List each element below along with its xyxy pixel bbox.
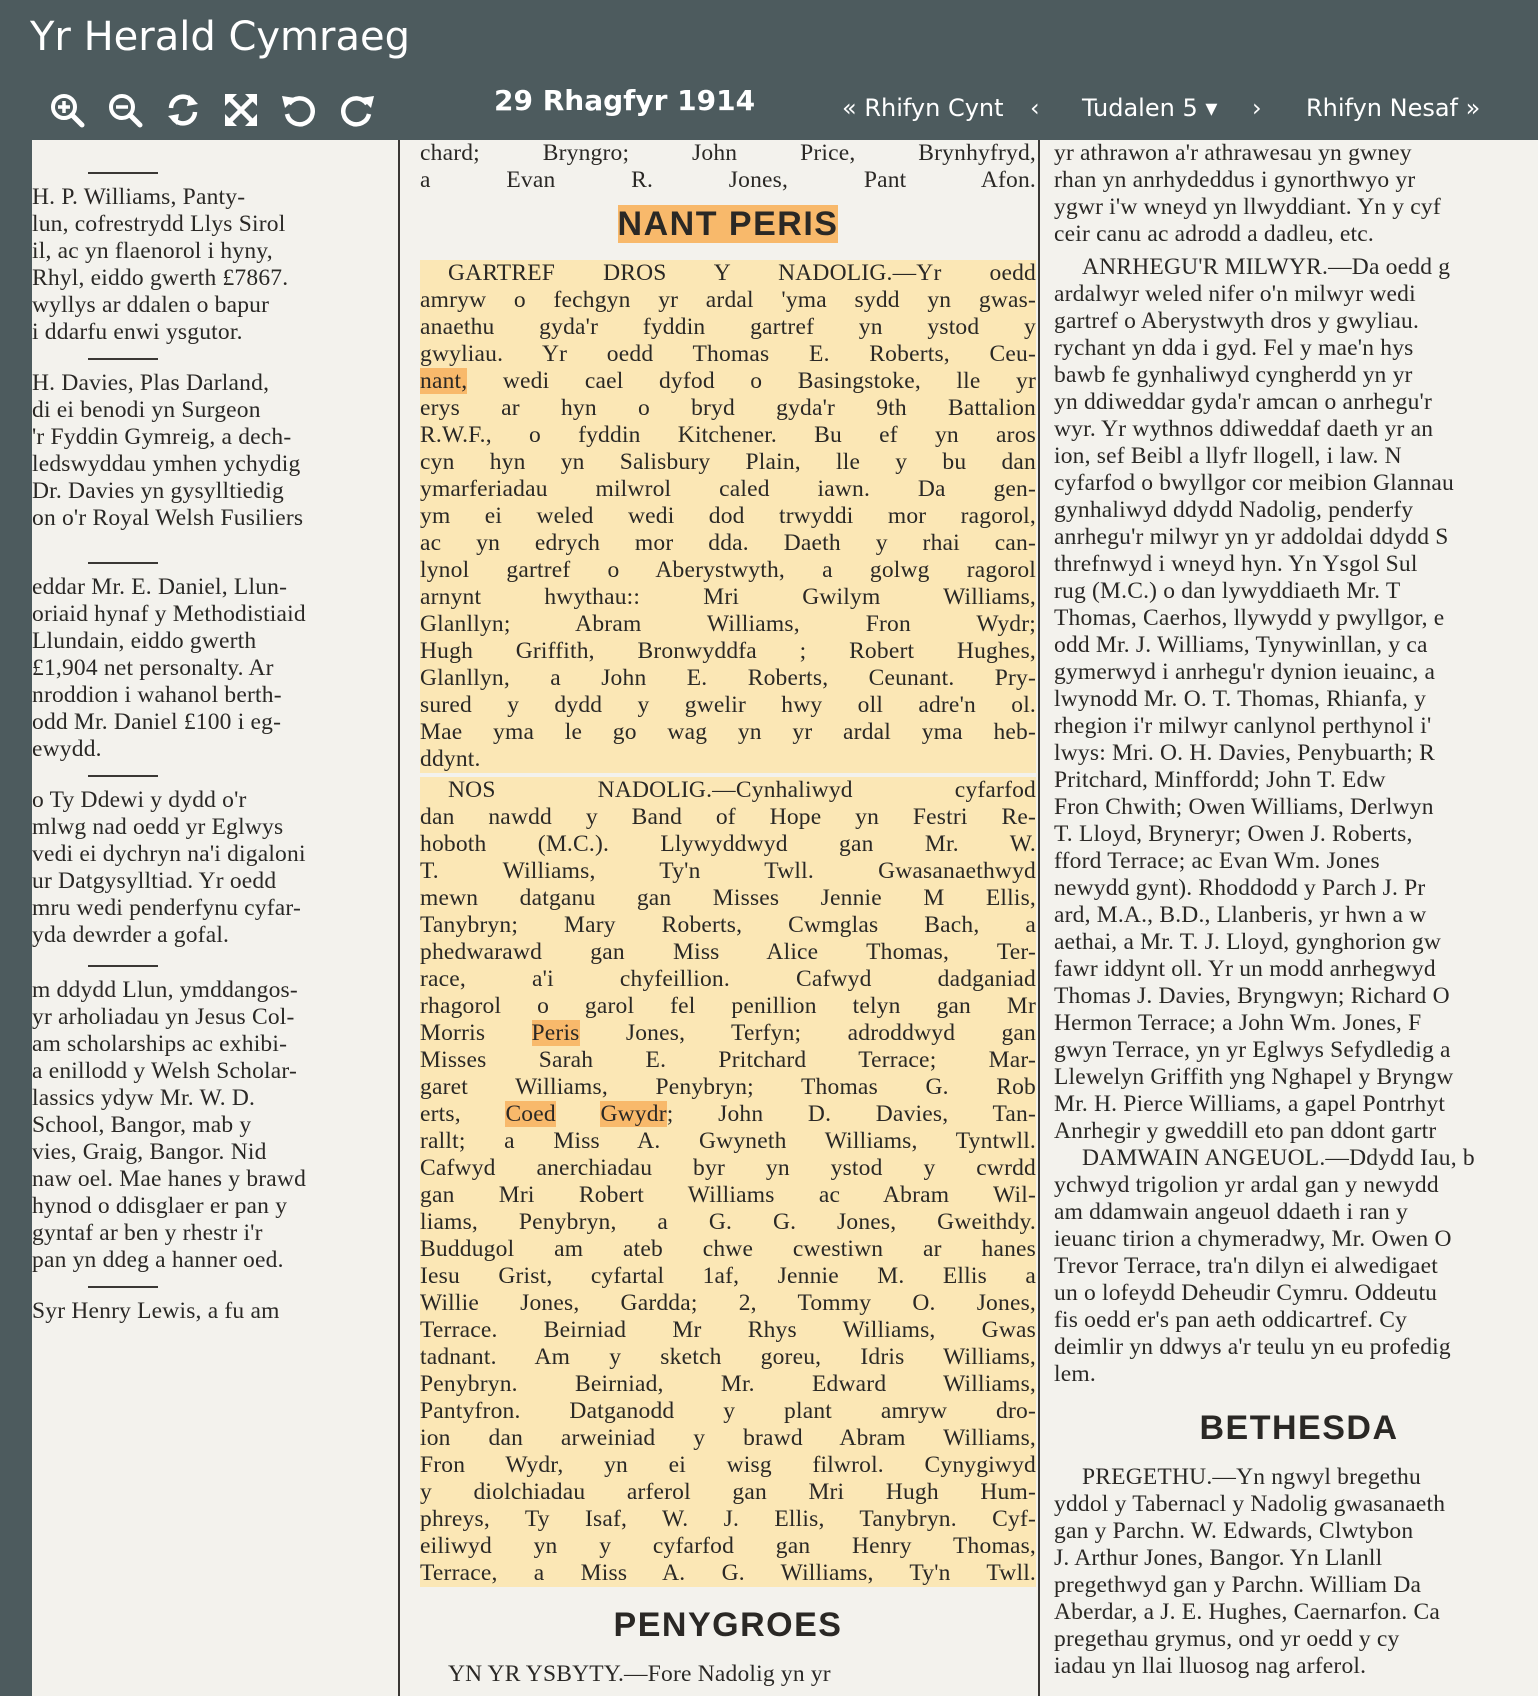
text-line: pan yn ddeg a hanner oed. (32, 1247, 284, 1273)
text-line: gynhaliwyd ddydd Nadolig, penderfy (1054, 497, 1414, 523)
text-line: Terrace, a Miss A. G. Williams, Ty'n Twll. (420, 1560, 1036, 1586)
text-line: Rhyl, eiddo gwerth £7867. (32, 265, 289, 291)
text-line: wyr. Yr wythnos ddiweddaf daeth yr an (1054, 416, 1434, 442)
headline-bethesda: BETHESDA (1199, 1409, 1399, 1447)
text-line: gyntaf ar ben y rhestr i'r (32, 1220, 263, 1246)
text-line: yr arholiadau yn Jesus Col- (32, 1004, 295, 1030)
text-line: NOS NADOLIG.—Cynhaliwyd cyfarfod (448, 777, 1036, 803)
text-line: ledswyddau ymhen ychydig (32, 451, 301, 477)
text-line: gartref o Aberystwyth dros y gwyliau. (1054, 308, 1420, 334)
highlight-match: nant, (420, 368, 468, 394)
text-line: Iesu Grist, cyfartal 1af, Jennie M. Ellis a (420, 1263, 1036, 1289)
text-line: threfnwyd i wneyd hyn. Yn Ysgol Sul (1054, 551, 1418, 577)
text-line: Cafwyd anerchiadau byr yn ystod y cwrdd (420, 1155, 1036, 1181)
text-line: PREGETHU.—Yn ngwyl bregethu (1082, 1464, 1421, 1490)
text-line: race, a'i chyfeillion. Cafwyd dadganiad (420, 966, 1036, 992)
col1-block-3 (32, 574, 390, 763)
text-line: ANRHEGU'R MILWYR.—Da oedd g (1082, 254, 1451, 280)
text-line: Dr. Davies yn gysylltiedig (32, 478, 284, 504)
text-line: am ddamwain angeuol ddaeth i ran y (1054, 1199, 1408, 1225)
text-line: lun, cofrestrydd Llys Sirol (32, 211, 286, 237)
divider (88, 775, 158, 777)
text-line: £1,904 net personalty. Ar (32, 655, 274, 681)
col1-block-2 (32, 370, 390, 532)
text-line: H. Davies, Plas Darland, (32, 370, 270, 396)
text-line: Fron Wydr, yn ei wisg filwrol. Cynygiwyd (420, 1452, 1036, 1478)
column-rule (398, 140, 400, 1696)
text-line: 'r Fyddin Gymreig, a dech- (32, 424, 292, 450)
divider (88, 1286, 158, 1288)
text-line: gymerwyd i anrhegu'r dynion ieuainc, a (1054, 659, 1436, 685)
text-line: lem. (1054, 1361, 1096, 1387)
text-line: Pritchard, Minffordd; John T. Edw (1054, 767, 1386, 793)
text-line: bawb fe gynhaliwyd cyngherdd yn yr (1054, 362, 1413, 388)
text-line: Anrhegir y gweddill eto pan ddont gartr (1054, 1118, 1437, 1144)
text-line: yda dewrder a gofal. (32, 922, 230, 948)
headline-nant-peris: NANT PERIS (617, 205, 839, 243)
text-line: lassics ydyw Mr. W. D. (32, 1085, 256, 1111)
text-line: ieuanc tirion a chymeradwy, Mr. Owen O (1054, 1226, 1452, 1252)
text-line: arnynt hwythau:: Mri Gwilym Williams, (420, 584, 1036, 610)
text-line: Tanybryn; Mary Roberts, Cwmglas Bach, a (420, 912, 1036, 938)
text-line: mru wedi penderfynu cyfar- (32, 895, 301, 921)
text-line: rychant yn dda i gyd. Fel y mae'n hys (1054, 335, 1414, 361)
text-line: ion dan arweiniad y brawd Abram Williams, (420, 1425, 1036, 1451)
text-line: cyfarfod o bwyllgor cor meibion Glannau (1054, 470, 1455, 496)
highlight-match: Gwydr (600, 1101, 667, 1127)
text-line: mewn datganu gan Misses Jennie M Ellis, (420, 885, 1036, 911)
viewer-toolbar (38, 88, 386, 132)
text-line: GARTREF DROS Y NADOLIG.—Yr oedd (448, 260, 1036, 286)
text-line: newydd gynt). Rhoddodd y Parch J. Pr (1054, 875, 1426, 901)
text-line: T. Lloyd, Bryneryr; Owen J. Roberts, (1054, 821, 1413, 847)
column-1 (32, 140, 390, 1696)
text-line: lwynodd Mr. O. T. Thomas, Rhianfa, y (1054, 686, 1427, 712)
text-line: rhan yn anrhydeddus i gynorthwyo yr (1054, 167, 1416, 193)
highlight-match: Coed (505, 1101, 556, 1127)
text-line: phreys, Ty Isaf, W. J. Ellis, Tanybryn. Cyf- (420, 1506, 1036, 1532)
text-line: ygwr i'w wneyd yn llwyddiant. Yn y cyf (1054, 194, 1441, 220)
text-line: phedwarawd gan Miss Alice Thomas, Ter- (420, 939, 1036, 965)
text-line: Thomas J. Davies, Bryngwyn; Richard O (1054, 983, 1450, 1009)
text-line: eiliwyd yn y cyfarfod gan Henry Thomas, (420, 1533, 1036, 1559)
text-line: Glanllyn; Abram Williams, Fron Wydr; (420, 611, 1036, 637)
text-line: pregethwyd gan y Parchn. William Da (1054, 1572, 1422, 1598)
col3-block-a (1054, 140, 1538, 248)
next-issue-link[interactable]: Rhifyn Nesaf » (1306, 94, 1481, 122)
text-line: Fron Chwith; Owen Williams, Derlwyn (1054, 794, 1434, 820)
text-line: sured y dydd y gwelir hwy oll adre'n ol. (420, 692, 1036, 718)
text-line: yn ddiweddar gyda'r amcan o anrhegu'r (1054, 389, 1433, 415)
article-anrhegu-r-milwyr (1054, 254, 1538, 1145)
text-line: Hugh Griffith, Bronwyddfa ; Robert Hughes, (420, 638, 1036, 664)
text-line: un o lofeydd Deheudir Cymru. Oddeutu (1054, 1280, 1438, 1306)
text-line: il, ac yn flaenorol i hyny, (32, 238, 273, 264)
highlight-match: Peris (531, 1020, 580, 1046)
divider (88, 562, 158, 564)
article-nos-nadolig: NOS NADOLIG.—Cynhaliwyd cyfarfod dan nawdd y Band of Hope yn Festri Re- hoboth (M.C.). Llywyddwyd gan Mr. W. T. Williams, Ty'n Twll. Gwasanaethwyd mewn datganu gan Misses Jennie M Ellis, Tanybryn; Mary Roberts, Cwmglas Bach, a phedwarawd gan Miss Alice Thomas, Ter- race, a'i chyfeillion. Cafwyd dadganiad rhagorol o garol fel penillion telyn gan Mr Morris Peris Jones, Terfyn; adroddwyd gan Misses Sarah E. Pritchard Terrace; Mar- garet Williams, Penybryn; Thomas G. Rob erts, Coed Gwydr; John D. Davies, Tan- rallt; a Miss A. Gwyneth Williams, Tyntwll. Cafwyd anerchiadau byr yn ystod y cwrdd gan Mri Robert Williams ac Abram Wil- liams, Penybryn, a G. G. Jones, Gweithdy. Buddugol am ateb chwe cwestiwn ar hanes Iesu Grist, cyfartal 1af, Jennie M. Ellis a Willie Jones, Gardda; 2, Tommy O. Jones, Terrace. Beirniad Mr Rhys Williams, Gwas tadnant. Am y sketch goreu, Idris Williams, Penybryn. Beirniad, Mr. Edward Williams, Pantyfron. Datganodd y plant amryw dro- ion dan arweiniad y brawd Abram Williams, Fron Wydr, yn ei wisg filwrol. Cynygiwyd y diolchiadau arferol gan Mri Hugh Hum- phreys, Ty Isaf, W. J. Ellis, Tanybryn. Cyf- eiliwyd yn y cyfarfod gan Henry Thomas, Terrace, a Miss A. G. Williams, Ty'n Twll. (420, 777, 1037, 1586)
text-line: hoboth (M.C.). Llywyddwyd gan Mr. W. (420, 831, 1036, 857)
text-line: mlwg nad oedd yr Eglwys (32, 814, 284, 840)
text-line: H. P. Williams, Panty- (32, 184, 246, 210)
prev-issue-link[interactable]: « Rhifyn Cynt (842, 94, 1004, 122)
text-line: fford Terrace; ac Evan Wm. Jones (1054, 848, 1380, 874)
fullscreen-icon[interactable] (212, 88, 270, 132)
text-line: Mr. H. Pierce Williams, a gapel Pontrhyt (1054, 1091, 1446, 1117)
next-page-button[interactable]: › (1252, 94, 1262, 122)
text-line: Mae yma le go wag yn yr ardal yma heb- (420, 719, 1036, 745)
text-line: School, Bangor, mab y (32, 1112, 252, 1138)
article-gartref-dros-y-nadolig: GARTREF DROS Y NADOLIG.—Yr oedd amryw o fechgyn yr ardal 'yma sydd yn gwas- anaethu gyda'r fyddin gartref yn ystod y gwyliau. Yr oedd Thomas E. Roberts, Ceu- nant, wedi cael dyfod o Basingstoke, lle yr erys ar hyn o bryd gyda'r 9th Battalion R.W.F., o fyddin Kitchener. Bu ef yn aros cyn hyn yn Salisbury Plain, lle y bu dan ymarferiadau milwrol caled iawn. Da gen- ym ei weled wedi dod trwyddi mor ragorol, ac yn edrych mor dda. Daeth y rhai can- lynol gartref o Aberystwyth, a golwg ragorol arnynt hwythau:: Mri Gwilym Williams, Glanllyn; Abram Williams, Fron Wydr; Hugh Griffith, Bronwyddfa ; Robert Hughes, Glanllyn, a John E. Roberts, Ceunant. Pry- sured y dydd y gwelir hwy oll adre'n ol. Mae yma le go wag yn yr ardal yma heb- ddynt. (420, 260, 1036, 772)
text-line: wyllys ar ddalen o bapur (32, 292, 270, 318)
text-line: ard, M.A., B.D., Llanberis, yr hwn a w (1054, 902, 1427, 928)
text-line: a enillodd y Welsh Scholar- (32, 1058, 297, 1084)
newspaper-page[interactable] (32, 140, 1538, 1696)
issue-date: 29 Rhagfyr 1914 (494, 84, 756, 117)
text-line: eddar Mr. E. Daniel, Llun- (32, 574, 288, 600)
text-line: Syr Henry Lewis, a fu am (32, 1298, 280, 1324)
text-line: gan Mri Robert Williams ac Abram Wil- (420, 1182, 1036, 1208)
text-line: iadau yn llai lluosog nag arferol. (1054, 1653, 1367, 1679)
col1-block-6 (32, 1298, 390, 1325)
text-line: di ei benodi yn Surgeon (32, 397, 261, 423)
text-line: ewydd. (32, 736, 102, 762)
text-line: hynod o ddisglaer er pan y (32, 1193, 288, 1219)
divider (88, 172, 158, 174)
text-line: a Evan R. Jones, Pant Afon. (420, 167, 1036, 193)
text-line: odd Mr. J. Williams, Tynywinllan, y ca (1054, 632, 1428, 658)
rotate-right-icon[interactable] (328, 88, 386, 132)
text-line: ur Datgysylltiad. Yr oedd (32, 868, 277, 894)
app-title: Yr Herald Cymraeg (30, 14, 410, 60)
text-line: tadnant. Am y sketch goreu, Idris Williams, (420, 1344, 1036, 1370)
text-line: T. Williams, Ty'n Twll. Gwasanaethwyd (420, 858, 1036, 884)
text-line: Misses Sarah E. Pritchard Terrace; Mar- (420, 1047, 1036, 1073)
text-line: Willie Jones, Gardda; 2, Tommy O. Jones, (420, 1290, 1036, 1316)
col1-block-4 (32, 787, 390, 949)
top-bar (0, 0, 1538, 140)
text-line: Penybryn. Beirniad, Mr. Edward Williams, (420, 1371, 1036, 1397)
text-line: Hermon Terrace; a John Wm. Jones, F (1054, 1010, 1422, 1036)
text-line: rhegion i'r milwyr canlynol perthynol i' (1054, 713, 1432, 739)
column-3 (1048, 140, 1538, 1696)
text-line: Aberdar, a J. E. Hughes, Caernarfon. Ca (1054, 1599, 1440, 1625)
text-line: Glanllyn, a John E. Roberts, Ceunant. Pry- (420, 665, 1036, 691)
zoom-in-icon[interactable] (38, 88, 96, 132)
zoom-out-icon[interactable] (96, 88, 154, 132)
text-line: Buddugol am ateb chwe cwestiwn ar hanes (420, 1236, 1036, 1262)
text-line: chard; Bryngro; John Price, Brynhyfryd, (420, 140, 1036, 166)
text-line: rallt; a Miss A. Gwyneth Williams, Tyntwll. (420, 1128, 1036, 1154)
text-line: nroddion i wahanol berth- (32, 682, 282, 708)
text-line: Llundain, eiddo gwerth (32, 628, 257, 654)
text-line: aethai, a Mr. T. J. Lloyd, gynghorion gw (1054, 929, 1441, 955)
text-line: cyn hyn yn Salisbury Plain, lle y bu dan (420, 449, 1036, 475)
text-line: DAMWAIN ANGEUOL.—Ddydd Iau, b (1082, 1145, 1475, 1171)
divider (88, 358, 158, 360)
text-line: m ddydd Llun, ymddangos- (32, 977, 298, 1003)
text-line: lwys: Mri. O. H. Davies, Penybuarth; R (1054, 740, 1435, 766)
article-tail: YN YR YSBYTY.—Fore Nadolig yn yr (448, 1661, 831, 1687)
page-selector[interactable]: Tudalen 5 ▾ (1082, 94, 1218, 122)
text-line: R.W.F., o fyddin Kitchener. Bu ef yn aros (420, 422, 1036, 448)
text-line: ddynt. (420, 746, 481, 772)
text-line: liams, Penybryn, a G. G. Jones, Gweithdy. (420, 1209, 1036, 1235)
text-line: garet Williams, Penybryn; Thomas G. Rob (420, 1074, 1036, 1100)
text-line: anrhegu'r milwyr yn yr addoldai ddydd S (1054, 524, 1449, 550)
text-line: gan y Parchn. W. Edwards, Clwtybon (1054, 1518, 1414, 1544)
text-line: vies, Graig, Bangor. Nid (32, 1139, 267, 1165)
text-line: Trevor Terrace, tra'n dilyn ei alwedigaet (1054, 1253, 1439, 1279)
text-line: odd Mr. Daniel £100 i eg- (32, 709, 282, 735)
refresh-icon[interactable] (154, 88, 212, 132)
text-line: ardalwyr weled nifer o'n milwyr wedi (1054, 281, 1416, 307)
text-line: fawr iddynt oll. Yr un modd anrhegwyd (1054, 956, 1436, 982)
text-line: gwyn Terrace, yn yr Eglwys Sefydledig a (1054, 1037, 1451, 1063)
text-line: oriaid hynaf y Methodistiaid (32, 601, 306, 627)
text-line: ceir canu ac adrodd a dadleu, etc. (1054, 221, 1374, 247)
text-line: fis oedd er's pan aeth oddicartref. Cy (1054, 1307, 1408, 1333)
text-line: ym ei weled wedi dod trwyddi mor ragorol, (420, 503, 1036, 529)
text-line: amryw o fechgyn yr ardal 'yma sydd yn gwas- (420, 287, 1036, 313)
text-line: o Ty Ddewi y dydd o'r (32, 787, 247, 813)
article-pregethu (1054, 1464, 1538, 1680)
divider (88, 965, 158, 967)
text-line: rhagorol o garol fel penillion telyn gan Mr (420, 993, 1036, 1019)
column-rule (1038, 140, 1040, 1696)
text-line: i ddarfu enwi ysgutor. (32, 319, 243, 345)
text-line: naw oel. Mae hanes y brawd (32, 1166, 307, 1192)
text-line: Llewelyn Griffith yng Nghapel y Bryngw (1054, 1064, 1454, 1090)
col2-intro (420, 140, 1036, 194)
article-damwain-angeuol (1054, 1145, 1538, 1388)
text-line: rug (M.C.) o dan lywyddiaeth Mr. T (1054, 578, 1401, 604)
text-line: ac yn edrych mor dda. Daeth y rhai can- (420, 530, 1036, 556)
rotate-left-icon[interactable] (270, 88, 328, 132)
text-line: anaethu gyda'r fyddin gartref yn ystod y (420, 314, 1036, 340)
text-line: am scholarships ac exhibi- (32, 1031, 288, 1057)
col1-block-5 (32, 977, 390, 1274)
text-line: ion, sef Beibl a llyfr llogell, i law. N (1054, 443, 1402, 469)
text-line: J. Arthur Jones, Bangor. Yn Llanll (1054, 1545, 1383, 1571)
text-line: erys ar hyn o bryd gyda'r 9th Battalion (420, 395, 1036, 421)
text-line: pregethau grymus, ond yr oedd y cy (1054, 1626, 1400, 1652)
text-line: Terrace. Beirniad Mr Rhys Williams, Gwas (420, 1317, 1036, 1343)
text-line: yddol y Tabernacl y Nadolig gwasanaeth (1054, 1491, 1446, 1517)
text-line: lynol gartref o Aberystwyth, a golwg ragorol (420, 557, 1036, 583)
text-line: y diolchiadau arferol gan Mri Hugh Hum- (420, 1479, 1036, 1505)
column-2 (410, 140, 1046, 1696)
prev-page-button[interactable]: ‹ (1030, 94, 1040, 122)
text-line: Thomas, Caerhos, llywydd y pwyllgor, e (1054, 605, 1445, 631)
text-line: on o'r Royal Welsh Fusiliers (32, 505, 304, 531)
col1-block-1 (32, 184, 390, 346)
text-line: dan nawdd y Band of Hope yn Festri Re- (420, 804, 1036, 830)
text-line: ychwyd trigolion yr ardal gan y newydd (1054, 1172, 1439, 1198)
text-line: vedi ei dychryn na'i digaloni (32, 841, 306, 867)
text-line: deimlir yn ddwys a'r teulu yn eu profedig (1054, 1334, 1451, 1360)
text-line: ymarferiadau milwrol caled iawn. Da gen- (420, 476, 1036, 502)
text-line: yr athrawon a'r athrawesau yn gwney (1054, 140, 1412, 166)
text-line: gwyliau. Yr oedd Thomas E. Roberts, Ceu- (420, 341, 1036, 367)
headline-penygroes: PENYGROES (613, 1606, 843, 1644)
text-line: Pantyfron. Datganodd y plant amryw dro- (420, 1398, 1036, 1424)
